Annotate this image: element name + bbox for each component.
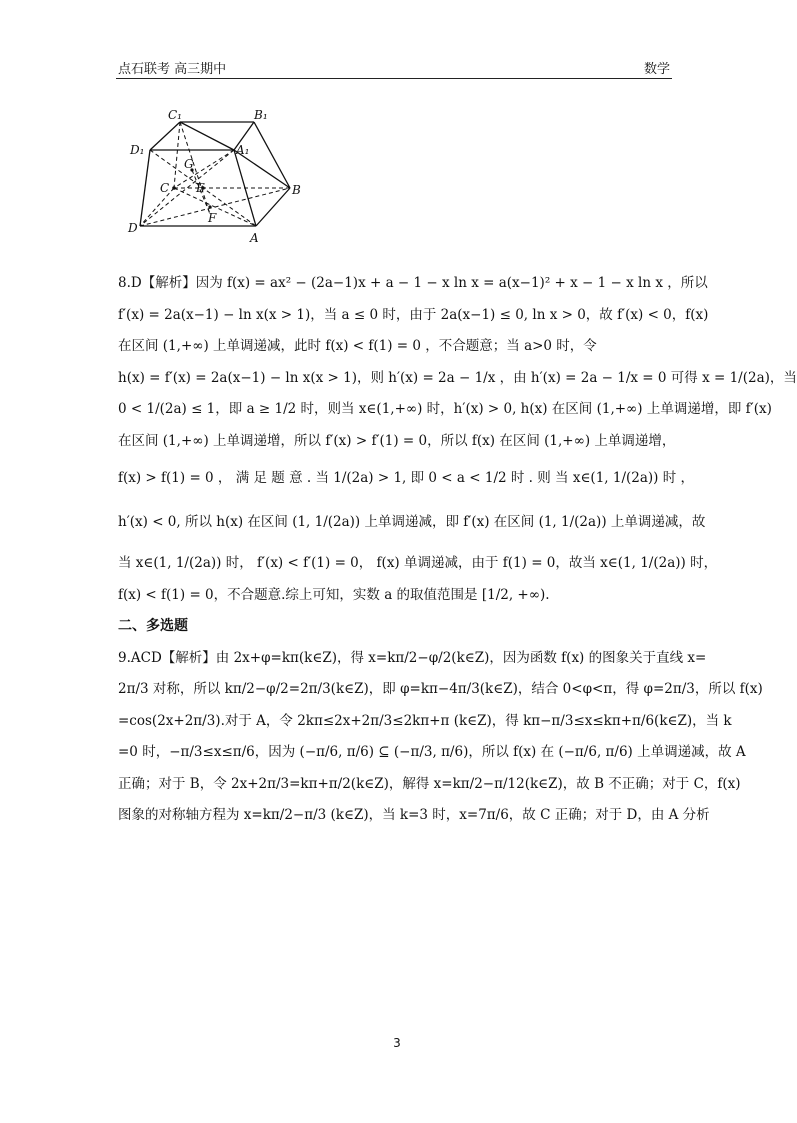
label-b1: B₁ <box>254 108 268 122</box>
solution-line: f′(x) = 2a(x−1) − ln x(x > 1)，当 a ≤ 0 时，由于 2a(x−1) ≤ 0, ln x > 0，故 f′(x) < 0，f(x) <box>118 306 709 323</box>
solution-line: f(x) < f(1) = 0，不合题意.综上可知，实数 a 的取值范围是 [1/2, +∞). <box>118 586 550 603</box>
label-e: E <box>196 181 205 195</box>
section-title: 二、多选题 <box>118 618 188 634</box>
label-g: G <box>184 157 194 171</box>
solution-line: 8.D【解析】因为 f(x) = ax² − (2a−1)x + a − 1 − x ln x = a(x−1)² + x − 1 − x ln x ，所以 <box>118 275 708 291</box>
solution-line: f(x) > f(1) = 0 ， 满 足 题 意 . 当 1/(2a) > 1, 即 0 < a < 1/2 时 . 则 当 x∈(1, 1/(2a)) 时 ， <box>118 470 695 486</box>
label-d: D <box>128 221 138 235</box>
label-f: F <box>208 211 217 225</box>
header-subject: 数学 <box>643 62 670 77</box>
solution-line: 2π/3 对称，所以 kπ/2−φ/2=2π/3(k∈Z)，即 φ=kπ−4π/3(k∈Z)，结合 0<φ<π，得 φ=2π/3，所以 f(x) <box>118 681 763 697</box>
label-c1: C₁ <box>168 108 182 122</box>
solution-line: =0 时，−π/3≤x≤π/6，因为 (−π/6, π/6) ⊆ (−π/3, π/6)，所以 f(x) 在 (−π/6, π/6) 上单调递减，故 A <box>118 744 746 760</box>
label-c: C <box>160 181 170 195</box>
solution-text <box>118 268 797 832</box>
solution-line: h′(x) < 0, 所以 h(x) 在区间 (1, 1/(2a)) 上单调递减，即 f′(x) 在区间 (1, 1/(2a)) 上单调递减，故 <box>118 513 706 530</box>
solution-line: 当 x∈(1, 1/(2a)) 时， f′(x) < f′(1) = 0， f(x) 单调递减，由于 f(1) = 0，故当 x∈(1, 1/(2a)) 时， <box>118 555 718 571</box>
page-header <box>116 56 672 79</box>
solution-line: 0 < 1/(2a) ≤ 1，即 a ≥ 1/2 时，则当 x∈(1,+∞) 时，h′(x) > 0, h(x) 在区间 (1,+∞) 上单调递增，即 f′(x) <box>118 401 772 417</box>
header-exam-title: 点石联考 高三期中 <box>118 62 227 77</box>
label-b: B <box>292 183 301 197</box>
solution-line: 正确；对于 B，令 2x+2π/3=kπ+π/2(k∈Z)，解得 x=kπ/2−π/12(k∈Z)，故 B 不正确；对于 C，f(x) <box>118 775 741 792</box>
label-a: A <box>250 231 259 245</box>
label-d1: D₁ <box>130 143 145 157</box>
geometry-figure <box>128 104 308 249</box>
solution-line: 在区间 (1,+∞) 上单调递减，此时 f(x) < f(1) = 0 ，不合题意；当 a>0 时，令 <box>118 338 597 354</box>
solution-line: 9.ACD【解析】由 2x+φ=kπ(k∈Z)，得 x=kπ/2−φ/2(k∈Z)，因为函数 f(x) 的图象关于直线 x= <box>118 649 707 666</box>
label-a1: A₁ <box>236 143 250 157</box>
solution-line: =cos(2x+2π/3).对于 A，令 2kπ≤2x+2π/3≤2kπ+π (k∈Z)，得 kπ−π/3≤x≤kπ+π/6(k∈Z)，当 k <box>118 712 732 729</box>
solution-line: h(x) = f′(x) = 2a(x−1) − ln x(x > 1)，则 h′(x) = 2a − 1/x ，由 h′(x) = 2a − 1/x = 0 可得 x = 1/(2a)，当 <box>118 369 797 386</box>
solution-line: 在区间 (1,+∞) 上单调递增，所以 f′(x) > f′(1) = 0，所以 f(x) 在区间 (1,+∞) 上单调递增， <box>118 432 676 449</box>
page-number: 3 <box>393 1036 401 1050</box>
solution-line: 图象的对称轴方程为 x=kπ/2−π/3 (k∈Z)，当 k=3 时，x=7π/6，故 C 正确；对于 D，由 A 分析 <box>118 807 710 823</box>
